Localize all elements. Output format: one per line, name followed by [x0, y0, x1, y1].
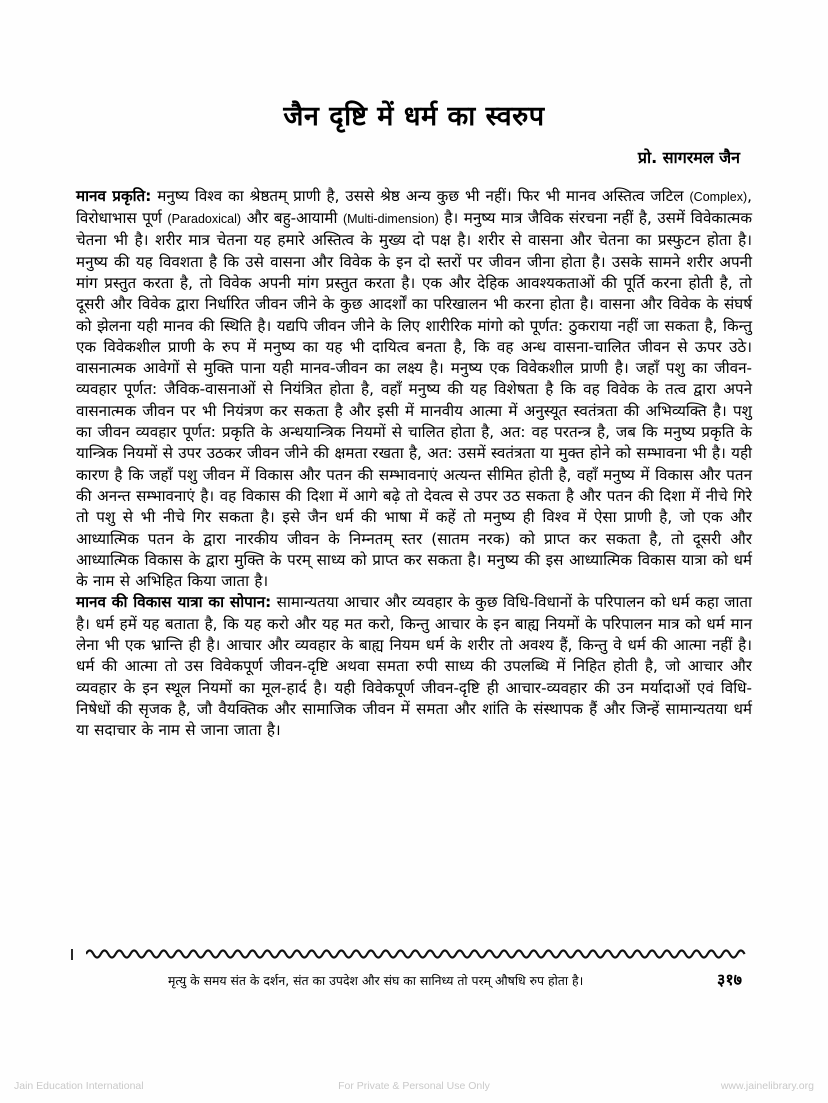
- term-paradoxical: (Paradoxical): [167, 212, 242, 227]
- watermark-center: For Private & Personal Use Only: [338, 1079, 490, 1092]
- paragraph-2-part-0: सामान्यतया आचार और व्यवहार के कुछ विधि-विधानों के परिपालन को धर्म कहा जाता है। धर्म हमें यह बताता है, कि यह करो और यह मत करो, किन्तु आचार के इन बाह्य नियमों के परिपालन मात्र को धर्म मान लेना भी एक भ्रान्ति ही है। आचार और व्यवहार के बाह्य नियम धर्म के शरीर तो अवश्य हैं, किन्तु वे धर्म की आत्मा नहीं है। धर्म की आत्मा तो उस विवेकपूर्ण जीवन-दृष्टि अथवा समता रुपी साध्य की उपलब्धि में निहित होती है, जो आचार और व्यवहार के इन स्थूल नियमों का मूल-हार्द है। यही विवेकपूर्ण जीवन-दृष्टि ही आचार-व्यवहार की उन मर्यादाओं एवं विधि-निषेधों की सृजक है, जौ वैयक्तिक और सामाजिक जीवन में समता और शांति के संस्थापक हैं और जिन्हें सामान्यतया धर्म या सदाचार के नाम से जाना जाता है।: [76, 593, 752, 740]
- paragraph-1-part-0: मनुष्य विश्व का श्रेष्ठतम् प्राणी है, उससे श्रेष्ठ अन्य कुछ भी नहीं। फिर भी मानव अस्तित्व जटिल: [151, 186, 690, 205]
- footnote-row: [76, 968, 752, 990]
- footnote-text: मृत्यु के समय संत के दर्शन, संत का उपदेश और संघ का सानिध्य तो परम् औषधि रुप होता है।: [168, 973, 584, 988]
- paragraph-manav-prakriti: [76, 186, 752, 593]
- watermark-bar: [0, 1068, 828, 1103]
- paragraph-heading-2: मानव की विकास यात्रा का सोपान:: [76, 593, 272, 612]
- author-byline: प्रो. सागरमल जैन: [637, 147, 740, 167]
- term-multi-dimension: (Multi-dimension): [342, 212, 439, 227]
- page-content: [76, 78, 752, 741]
- paragraph-1-part-2: , विरोधाभास पूर्ण: [76, 186, 752, 228]
- paragraph-1-part-6: है। मनुष्य मात्र जैविक संरचना नहीं है, उसमें विवेकात्मक चेतना भी है। शरीर मात्र चेतना यह हमारे अस्तित्व के मुख्य दो पक्ष है। शरीर से वासना और चेतना का प्रस्फुटन होता है। मनुष्य की यह विवशता है कि उसे वासना और विवेक के इन दो स्तरों पर जीवन जीना होता है। उसके सामने शरीर अपनी मांग प्रस्तुत करता है, तो विवेक अपनी मांग प्रस्तुत करता है। एक और देहिक आवश्यकताओं की पूर्ति करना होती है, तो दूसरी और विवेक द्वारा निर्धारित जीवन जीने के कुछ आदर्शों का परिखालन भी करना होता है। वासना और विवेक के संघर्ष को झेलना यही मानव की स्थिति है। यद्यपि जीवन जीने के लिए शारीरिक मांगो को पूर्णत: ठुकराया नहीं जा सकता है, किन्तु एक विवेकशील प्राणी के रुप में मनुष्य का यह भी दायित्व बनता है, कि वह अन्ध वासना-चालित जीवन से ऊपर उठे। वासनात्मक आवेगों से मुक्ति पाना यही मानव-जीवन का लक्ष्य है। मनुष्य एक विवेकशील प्राणी है। जहाँ पशु का जीवन-व्यवहार पूर्णत: जैविक-वासनाओं से नियंत्रित होता है, वहाँ मनुष्य की यह विशेषता है कि वह विवेक के तत्व द्वारा अपने वासनात्मक जीवन पर भी नियंत्रण कर सकता है और इसी में मानवीय आत्मा में अनुस्यूत स्वतंत्रता की अभिव्यक्ति है। पशु का जीवन व्यवहार पूर्णत: प्रकृति के अन्धयान्त्रिक नियमों से चालित होता है, अत: वह परतन्त्र है, जब कि मनुष्य प्रकृति के यान्त्रिक नियमों से उपर उठकर जीवन जीने की क्षमता रखता है, अत: उसमें स्वतंत्रता या मुक्त होने को सम्भावना भी है। यही कारण है कि जहाँ पशु जीवन में विकास और पतन की सम्भावनाएं अत्यन्त सीमित होती है, वहाँ मनुष्य में विकास और पतन की अनन्त सम्भावनाएं है। वह विकास की दिशा में आगे बढ़े तो देवत्व से उपर उठ सकता है और पतन की दिशा में नीचे गिरे तो पशु से भी नीचे गिर सकता है। इसे जैन धर्म की भाषा में कहें तो मनुष्य ही विश्व में ऐसा प्राणी है, जो एक और आध्यात्मिक पतन के द्वारा नारकीय जीवन के निम्नतम् स्तर (सातम नरक) को प्राप्त कर सकता है, तो दूसरी और आध्यात्मिक विकास के द्वारा मुक्ति के परम् साध्य को प्राप्त कर सकता है। मनुष्य की इस आध्यात्मिक विकास यात्रा को धर्म के नाम से अभिहित किया जाता है।: [76, 209, 752, 591]
- wavy-line-icon: [86, 944, 752, 964]
- page-title: जैन दृष्टि में धर्म का स्वरुप: [283, 101, 545, 132]
- watermark-left: Jain Education International: [14, 1079, 144, 1092]
- term-complex: (Complex): [689, 189, 748, 204]
- wavy-divider: [76, 944, 752, 966]
- watermark-right: www.jainelibrary.org: [720, 1079, 814, 1092]
- paragraph-heading-1: मानव प्रकृति:: [76, 186, 152, 205]
- body-text: [76, 186, 752, 742]
- page-number: ३१७: [717, 970, 742, 989]
- margin-tick-mark: [71, 949, 73, 960]
- paragraph-vikas-yatra-sopan: [76, 592, 752, 741]
- title-block: [76, 78, 752, 174]
- paragraph-1-part-4: और बहु-आयामी: [241, 209, 343, 228]
